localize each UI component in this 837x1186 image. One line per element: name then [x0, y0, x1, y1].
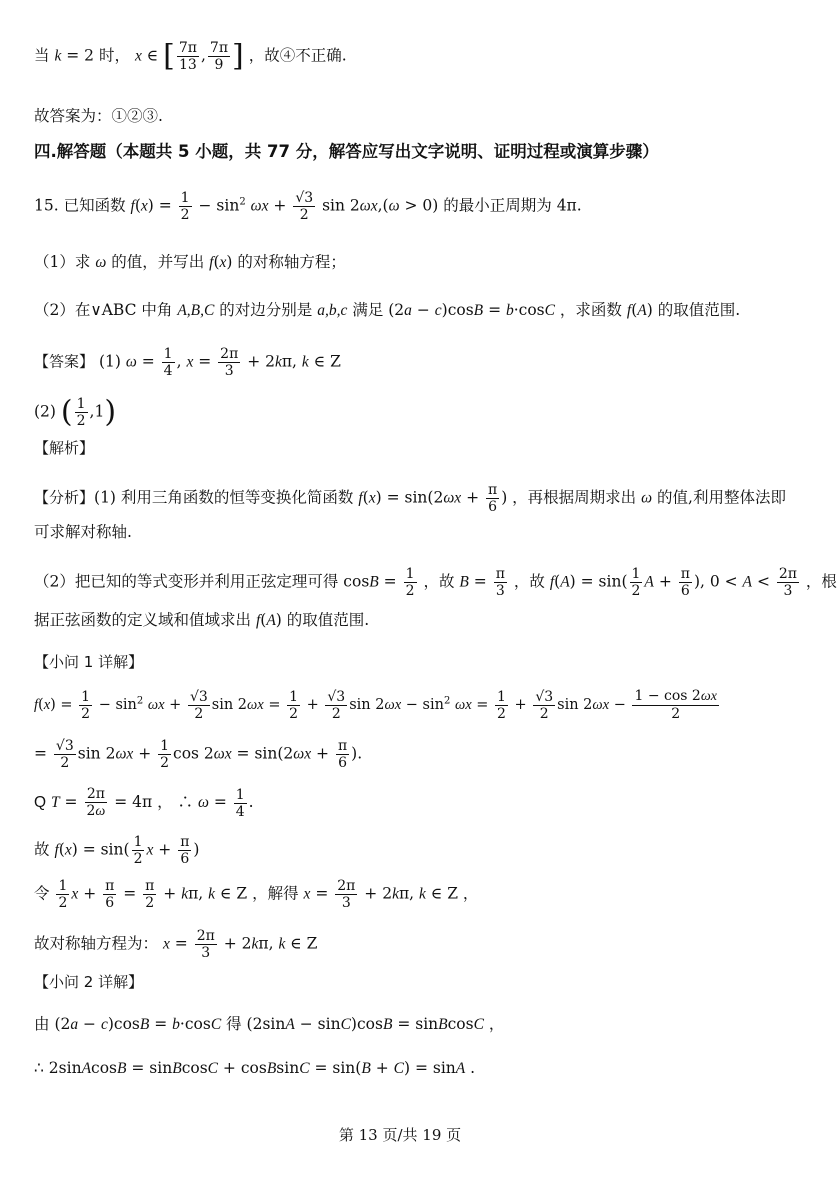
derivation-line-5: 令 $\frac{1}{2}$ x + $\frac{\pi}{6}$ = $\frac{\pi}{2}$ + kπ, k ∈ Z ，解得 x = $\frac{2\pi}{3}$ + 2kπ, k ∈ Z ，	[34, 878, 479, 912]
question-15: 15. 已知函数 f(x) = $\frac{1}{2}$ − $\sin^2 \omega x$ + $\frac{√3}{2}$ sin 2ωx,(ω > 0) 的最小正周期为 4π.	[34, 190, 582, 224]
text: Q	[34, 794, 47, 812]
text: 的最小正周期为	[443, 196, 552, 215]
text: （2）在∨ABC 中角	[34, 301, 173, 319]
text: ∴	[34, 1059, 44, 1077]
text: 的取值范围.	[286, 611, 370, 629]
text: ，求函数	[559, 301, 622, 319]
text: 令	[34, 884, 50, 903]
answer-summary: 故答案为：①②③.	[34, 107, 163, 125]
text: 时，	[98, 46, 130, 65]
sub-question-2-label: 【小问 2 详解】	[34, 973, 144, 991]
derivation-line-8: ∴ 2sinAcosB = sinBcosC + cosBsinC = sin(B + C) = sinA .	[34, 1059, 476, 1077]
question-15-part-2: （2）在∨ABC 中角 A,B,C 的对边分别是 a,b,c 满足 (2a − c)cosB = b·cosC ，求函数 f(A) 的取值范围.	[34, 301, 741, 319]
answer-2: (2) ( $\frac{1}{2}$ ,1)	[34, 394, 117, 430]
text: 当	[34, 46, 50, 65]
derivation-line-3: Q T = $\frac{2\pi}{2\omega}$ = 4π ， ∴ ω = $\frac{1}{4}$ .	[34, 786, 254, 820]
question-15-part-1: （1）求 ω 的值，并写出 f(x) 的对称轴方程；	[34, 253, 346, 271]
text: (1)	[98, 352, 121, 371]
text: ，再根据周期求出	[512, 488, 637, 507]
derivation-line-2: = $\frac{√3}{2}$ sin 2ωx + $\frac{1}{2}$ cos 2ωx = sin(2ωx + $\frac{\pi}{6}$ ).	[34, 738, 363, 772]
text: 得	[226, 1015, 242, 1033]
fenxi-label: 【分析】	[34, 488, 95, 507]
analysis-label: 【解析】	[34, 439, 95, 457]
text-line: 当 k = 2 时， x ∈ [ $\frac{7\pi}{13}$ , $\frac{7\pi}{9}$ ] ，故④不正确.	[34, 38, 347, 74]
text: （1）求	[34, 253, 91, 271]
text: ，解得	[252, 884, 299, 903]
answer-1: 【答案】 (1) ω = $\frac{1}{4}$ , x = $\frac{2\pi}{3}$ + 2kπ, k ∈ Z	[34, 346, 341, 380]
analysis-line-4: 据正弦函数的定义域和值域求出 f(A) 的取值范围.	[34, 611, 370, 629]
text: （2）把已知的等式变形并利用正弦定理可得	[34, 572, 339, 591]
text: 由	[34, 1015, 50, 1033]
derivation-line-1: f(x) = $\frac{1}{2}$ − $\sin^2 \omega x$ + $\frac{√3}{2}$ sin 2ωx = $\frac{1}{2}$ + $\frac{√3}{2}$ $\sin 2\omega x - \sin^2 \omega x$ = $\frac{1}{2}$ + $\frac{√3}{2}$ sin 2ωx − $\frac{1 - \cos 2\omega x}{2}$	[34, 688, 717, 723]
page-footer: 第 13 页/共 19 页	[338, 1126, 462, 1144]
analysis-line-2: 可求解对称轴.	[34, 523, 132, 541]
text: 的对称轴方程；	[237, 253, 346, 271]
text: 故对称轴方程为：	[34, 934, 159, 953]
answer-label: 【答案】	[34, 352, 95, 371]
text: 的值,利用整体法即	[657, 488, 786, 507]
text: 的值，并写出	[111, 253, 205, 271]
analysis-line-1: 【分析】(1) 利用三角函数的恒等变换化简函数 f(x) = sin(2ωx + $\frac{\pi}{6}$ ) ，再根据周期求出 ω 的值,利用整体法即	[34, 482, 786, 516]
text: ，故	[513, 572, 545, 591]
text: 满足	[352, 301, 384, 319]
sub-question-1-label: 【小问 1 详解】	[34, 653, 144, 671]
text: 据正弦函数的定义域和值域求出	[34, 611, 252, 629]
text: (1) 利用三角函数的恒等变换化简函数	[94, 488, 354, 507]
text: 故	[34, 840, 50, 859]
derivation-line-4: 故 f(x) = sin( $\frac{1}{2}$ x + $\frac{\pi}{6}$ )	[34, 834, 200, 868]
text: 4π.	[556, 196, 582, 215]
section-heading: 四.解答题（本题共 5 小题，共 77 分，解答应写出文字说明、证明过程或演算步骤）	[34, 142, 659, 161]
text: ，故④不正确.	[248, 46, 347, 65]
text: (2)	[34, 402, 56, 421]
text: ，根	[805, 572, 837, 591]
derivation-line-7: 由 (2a − c)cosB = b·cosC 得 (2sinA − sinC)cosB = sinBcosC ，	[34, 1015, 505, 1033]
text: 15. 已知函数	[34, 196, 126, 215]
text: 的取值范围.	[657, 301, 741, 319]
text: ，故	[423, 572, 455, 591]
analysis-line-3: （2）把已知的等式变形并利用正弦定理可得 cosB = $\frac{1}{2}$ ，故 B = $\frac{\pi}{3}$ ，故 f(A) = sin( $\frac{1}{2}$ A + $\frac{\pi}{6}$ ), 0 < A < $\frac{2\pi}{3}$ ，根	[34, 566, 837, 600]
text: 的对边分别是	[219, 301, 313, 319]
derivation-line-6: 故对称轴方程为： x = $\frac{2\pi}{3}$ + 2kπ, k ∈ Z	[34, 928, 318, 962]
